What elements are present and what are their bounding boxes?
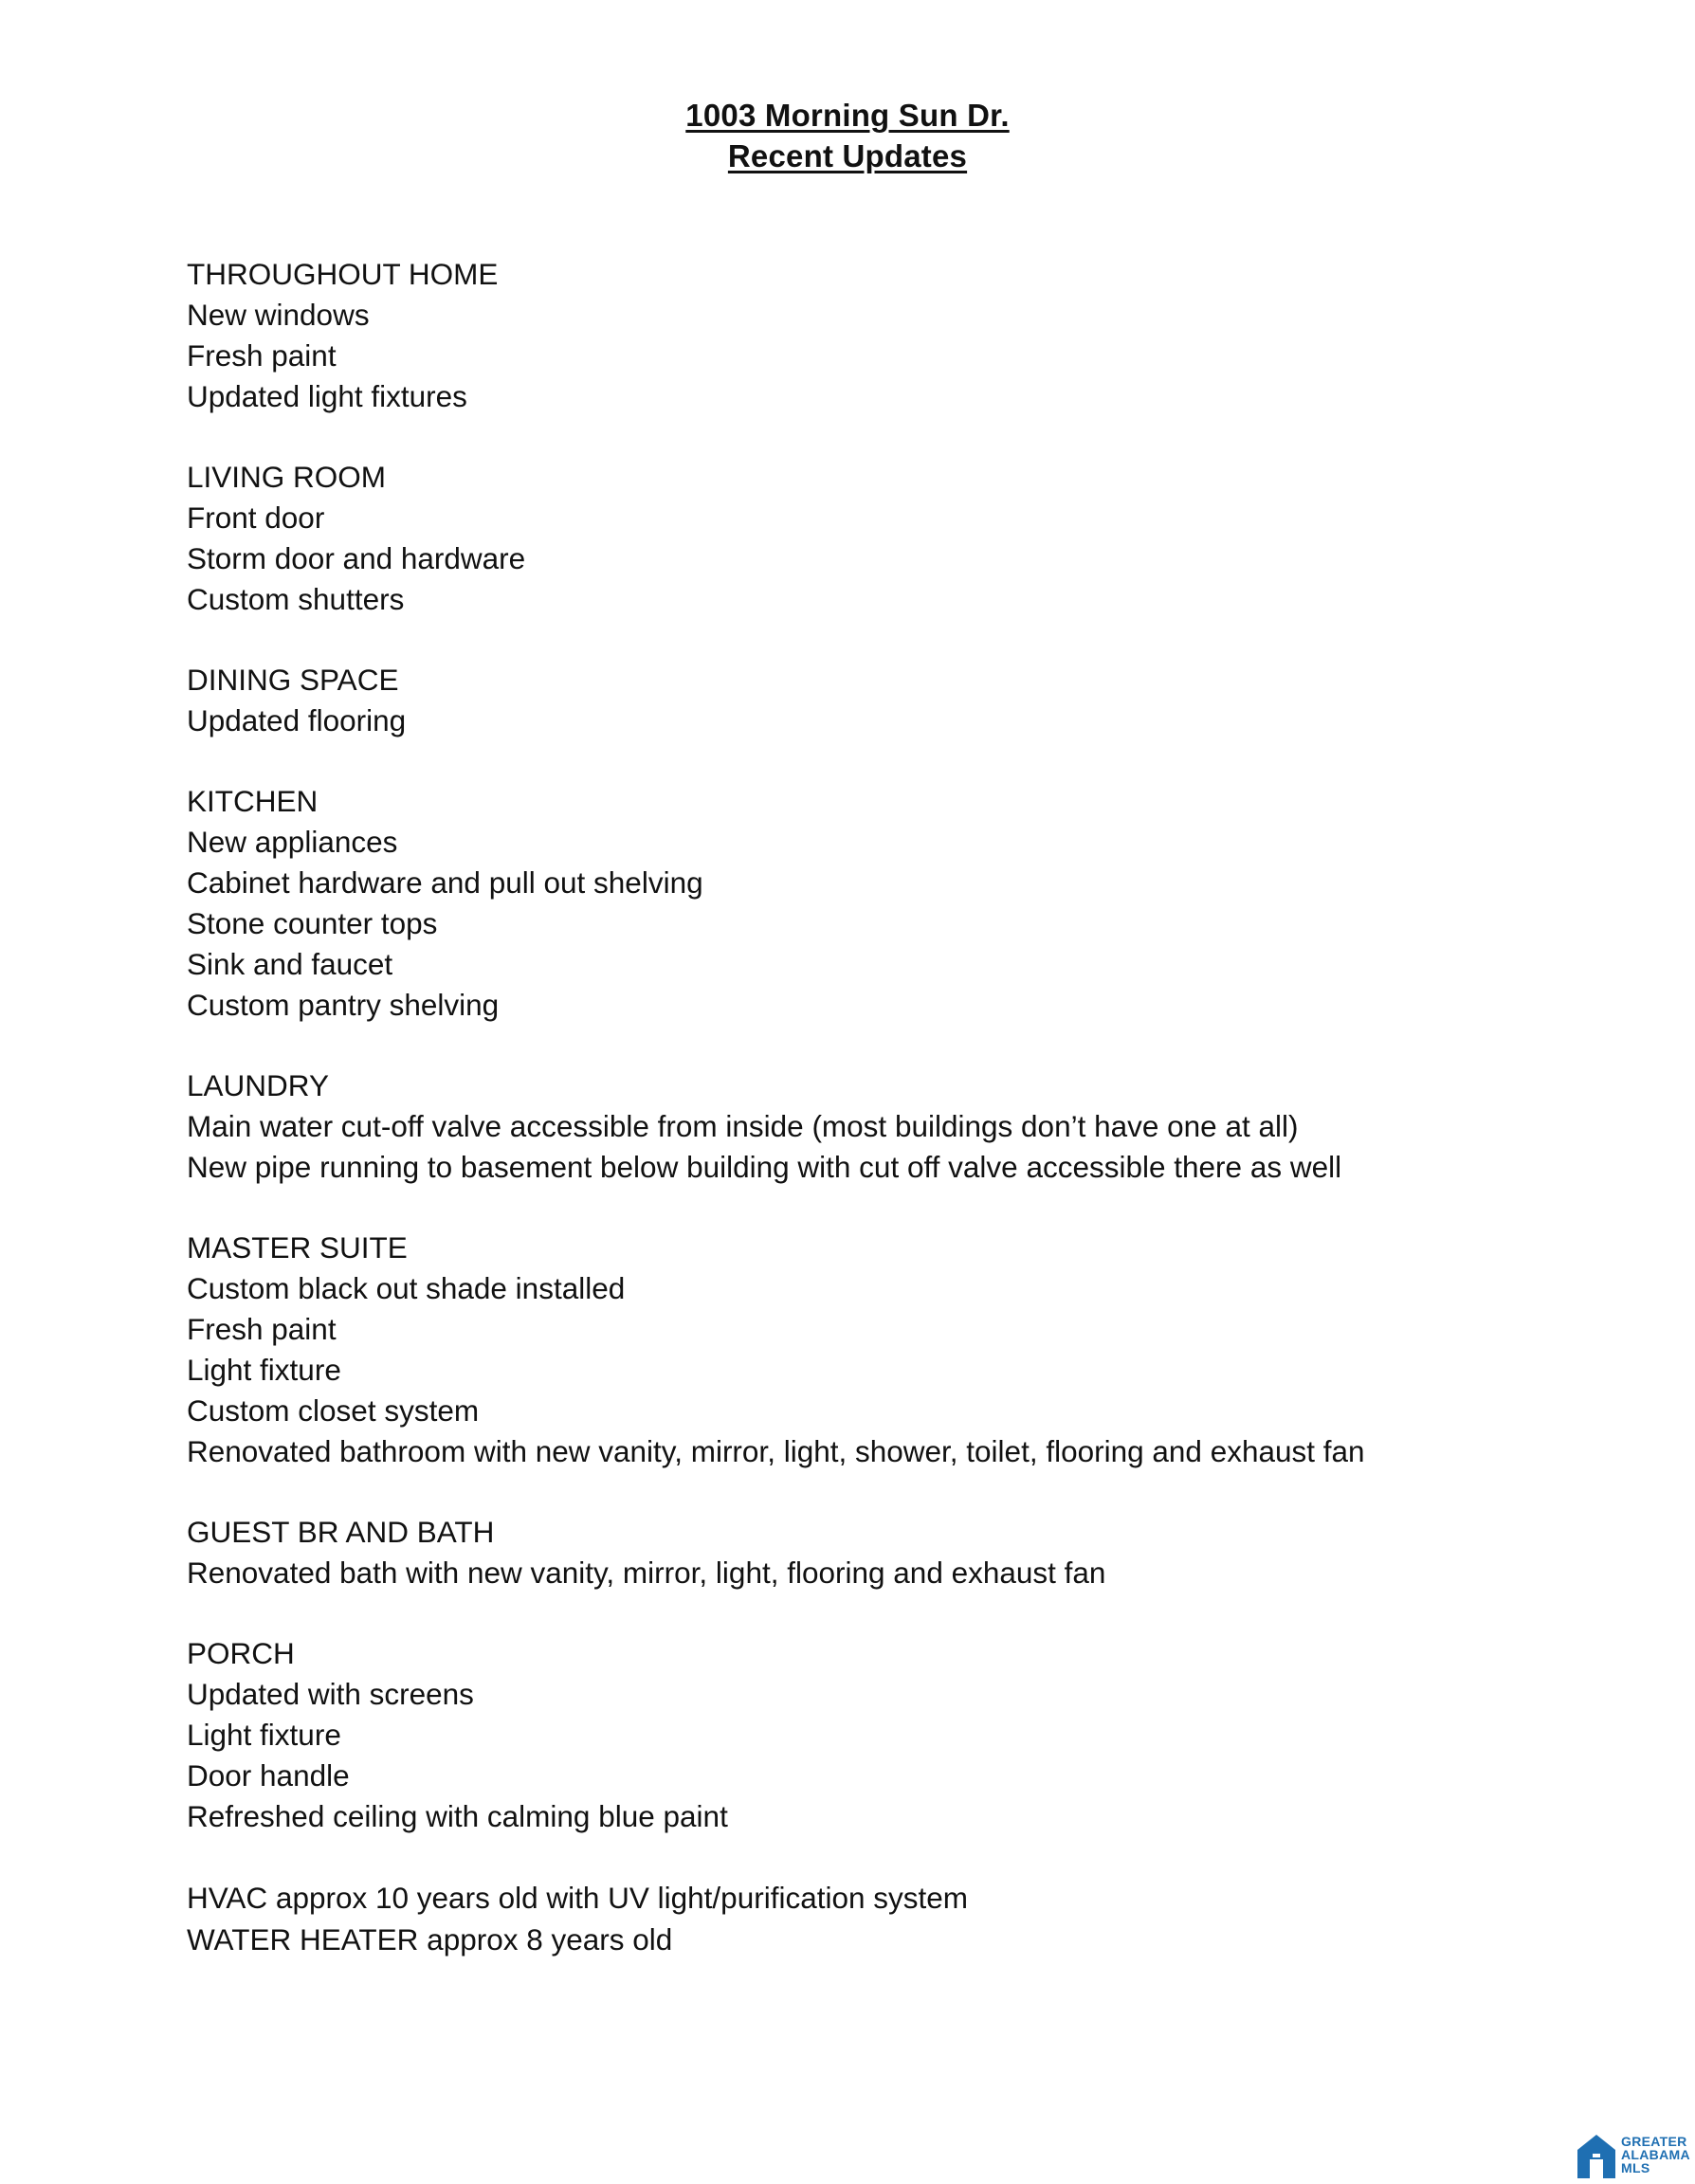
section-heading: KITCHEN xyxy=(187,784,319,818)
list-item: New pipe running to basement below building with cut off valve accessible there as well xyxy=(187,1150,1342,1184)
section-heading: DINING SPACE xyxy=(187,663,399,697)
logo-line: ALABAMA xyxy=(1621,2147,1690,2162)
list-item: Refreshed ceiling with calming blue paint xyxy=(187,1799,728,1833)
list-item: Main water cut-off valve accessible from inside (most buildings don’t have one at all) xyxy=(187,1109,1299,1143)
section-heading: THROUGHOUT HOME xyxy=(187,257,499,291)
updates-list xyxy=(187,254,1561,2000)
section-heading: MASTER SUITE xyxy=(187,1230,408,1265)
list-item: Light fixture xyxy=(187,1353,341,1387)
list-item: Custom black out shade installed xyxy=(187,1271,626,1305)
list-item: Renovated bathroom with new vanity, mirror, light, shower, toilet, flooring and exhaust fan xyxy=(187,1434,1365,1468)
address-title: 1003 Morning Sun Dr. xyxy=(685,98,1010,133)
list-item: Cabinet hardware and pull out shelving xyxy=(187,865,703,900)
hvac-note: HVAC approx 10 years old with UV light/purification system xyxy=(187,1881,969,1915)
section-master-suite xyxy=(187,1228,1561,1472)
section-guest-br-and-bath xyxy=(187,1512,1561,1593)
section-heading: GUEST BR AND BATH xyxy=(187,1515,495,1549)
list-item: Custom closet system xyxy=(187,1393,480,1428)
section-living-room xyxy=(187,457,1561,620)
list-item: Fresh paint xyxy=(187,1312,337,1346)
section-kitchen xyxy=(187,781,1561,1026)
section-throughout-home xyxy=(187,254,1561,417)
section-heading: PORCH xyxy=(187,1636,295,1670)
section-laundry xyxy=(187,1065,1561,1188)
logo-line: MLS xyxy=(1621,2160,1650,2175)
section-heading: LIVING ROOM xyxy=(187,460,387,494)
list-item: Custom pantry shelving xyxy=(187,988,500,1022)
house-icon xyxy=(1576,2133,1617,2180)
section-notes xyxy=(187,1877,1561,1960)
list-item: Stone counter tops xyxy=(187,906,438,940)
list-item: Front door xyxy=(187,500,325,535)
list-item: New windows xyxy=(187,298,370,332)
list-item: Updated light fixtures xyxy=(187,379,467,413)
section-porch xyxy=(187,1633,1561,1837)
list-item: New appliances xyxy=(187,825,398,859)
section-dining-space xyxy=(187,660,1561,741)
list-item: Custom shutters xyxy=(187,582,405,616)
water-heater-note: WATER HEATER approx 8 years old xyxy=(187,1922,673,1956)
logo-line: GREATER xyxy=(1621,2134,1687,2149)
list-item: Updated flooring xyxy=(187,703,407,737)
subtitle: Recent Updates xyxy=(727,138,968,173)
list-item: Light fixture xyxy=(187,1718,341,1752)
list-item: Door handle xyxy=(187,1758,350,1793)
greater-alabama-mls-logo xyxy=(1576,2131,1689,2182)
section-heading: LAUNDRY xyxy=(187,1068,329,1102)
document-title xyxy=(0,95,1695,176)
list-item: Sink and faucet xyxy=(187,947,393,981)
list-item: Updated with screens xyxy=(187,1677,474,1711)
list-item: Fresh paint xyxy=(187,338,337,373)
logo-text xyxy=(1621,2135,1690,2175)
list-item: Storm door and hardware xyxy=(187,541,526,575)
list-item: Renovated bath with new vanity, mirror, light, flooring and exhaust fan xyxy=(187,1556,1106,1590)
